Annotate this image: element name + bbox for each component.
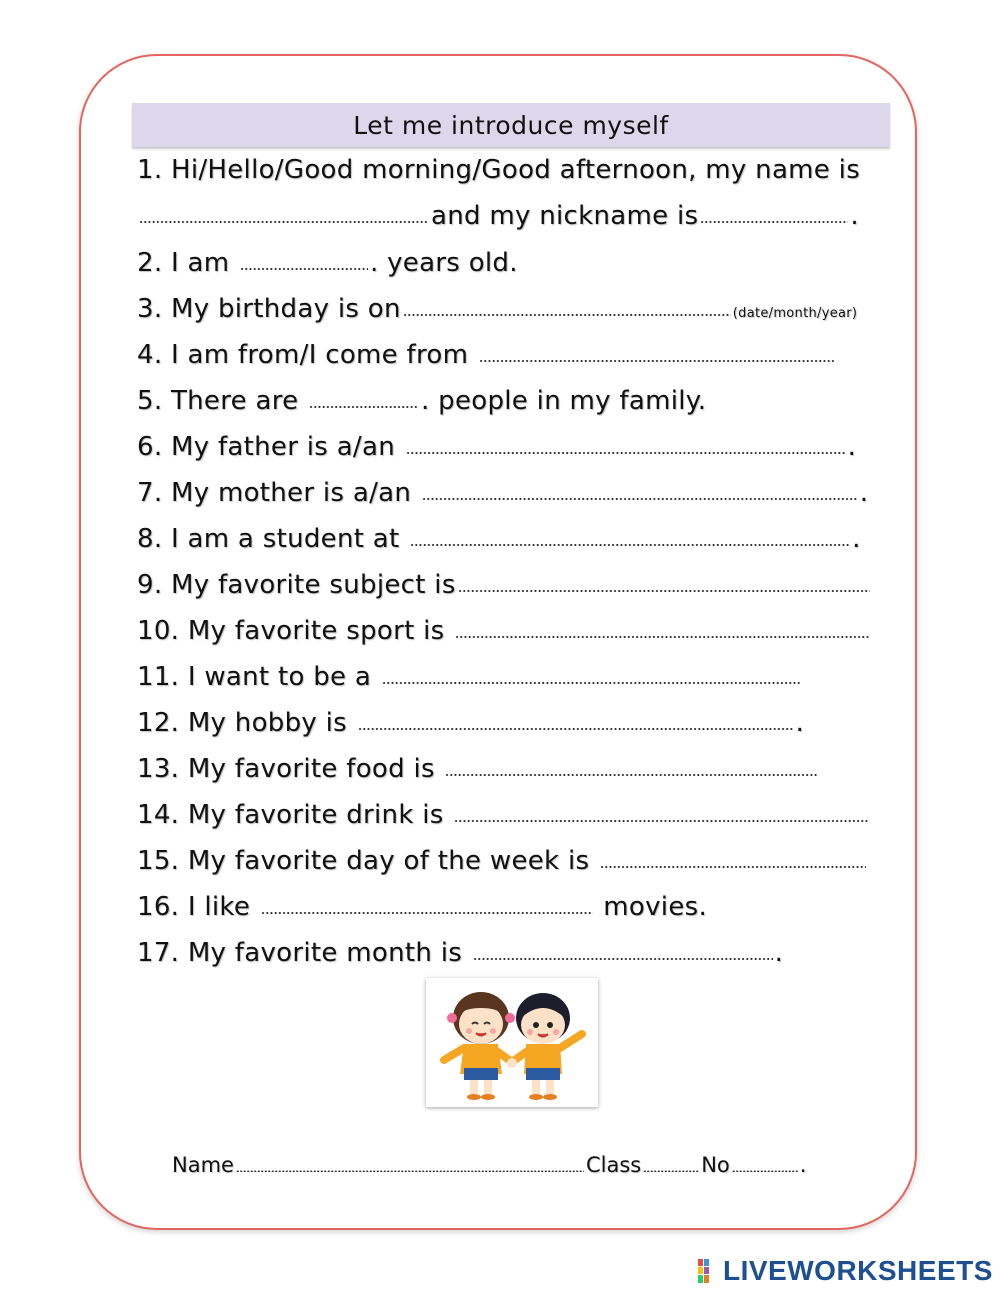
answer-blank[interactable] — [445, 763, 817, 777]
question-line-2: 2. I am . years old. — [137, 248, 518, 278]
answer-blank[interactable] — [455, 625, 869, 639]
question-line-16: 16. I like movies. — [137, 892, 708, 922]
question-line-9 — [137, 570, 872, 600]
answer-blank[interactable] — [240, 257, 368, 271]
answer-blank[interactable] — [458, 579, 870, 593]
question-text: 7. My mother is a/an — [137, 478, 412, 508]
answer-blank[interactable] — [403, 303, 731, 317]
name-label: Name — [172, 1153, 234, 1177]
no-label: No — [701, 1153, 730, 1177]
question-line-1b: and my nickname is . — [137, 201, 859, 231]
question-line-3 — [137, 294, 857, 324]
question-line-17: 17. My favorite month is . — [137, 938, 784, 968]
question-text: 12. My hobby is — [137, 708, 348, 738]
question-text: 6. My father is a/an — [137, 432, 396, 462]
class-label: Class — [585, 1153, 642, 1177]
question-line-4 — [137, 340, 837, 370]
question-text: 5. There are — [137, 386, 299, 416]
kids-holding-hands-icon — [426, 978, 598, 1107]
question-line-15 — [137, 846, 868, 876]
question-text: 14. My favorite drink is — [137, 800, 444, 830]
answer-blank-nickname[interactable] — [700, 210, 848, 224]
answer-blank[interactable] — [479, 349, 835, 363]
question-text: 4. I am from/I come from — [137, 340, 469, 370]
answer-blank[interactable] — [473, 947, 773, 961]
question-text: 9. My favorite subject is — [137, 570, 456, 600]
answer-blank[interactable] — [382, 671, 800, 685]
liveworksheets-logo-icon — [697, 1258, 721, 1284]
answer-blank[interactable] — [422, 487, 858, 501]
date-format-hint: (date/month/year) — [732, 306, 858, 321]
question-line-8: 8. I am a student at . — [137, 524, 861, 554]
liveworksheets-brand — [697, 1255, 993, 1287]
question-line-10 — [137, 616, 871, 646]
question-line-11 — [137, 662, 802, 692]
question-text: and my nickname is — [431, 201, 699, 231]
answer-blank[interactable] — [309, 395, 419, 409]
answer-blank[interactable] — [454, 809, 868, 823]
worksheet-title: Let me introduce myself — [353, 110, 669, 140]
question-text: 2. I am — [137, 248, 230, 278]
answer-blank[interactable] — [406, 441, 846, 455]
answer-blank-name[interactable] — [139, 210, 429, 224]
question-text: 11. I want to be a — [137, 662, 372, 692]
question-line-5: 5. There are . people in my family. — [137, 386, 707, 416]
answer-blank[interactable] — [261, 901, 593, 915]
no-blank[interactable] — [732, 1162, 798, 1172]
answer-blank[interactable] — [410, 533, 850, 547]
question-text: 15. My favorite day of the week is — [137, 846, 590, 876]
question-line-14 — [137, 800, 870, 830]
brand-name: LIVEWORKSHEETS — [723, 1255, 993, 1286]
answer-blank[interactable] — [358, 717, 794, 731]
question-text: 8. I am a student at — [137, 524, 400, 554]
kids-illustration — [426, 978, 598, 1107]
class-blank[interactable] — [643, 1162, 699, 1172]
question-text: 16. I like — [137, 892, 251, 922]
question-line-6: 6. My father is a/an . — [137, 432, 857, 462]
question-text: 3. My birthday is on — [137, 294, 401, 324]
question-line-7: 7. My mother is a/an . — [137, 478, 869, 508]
question-line-12: 12. My hobby is . — [137, 708, 805, 738]
question-text: 17. My favorite month is — [137, 938, 463, 968]
question-text: 13. My favorite food is — [137, 754, 435, 784]
answer-blank[interactable] — [600, 855, 866, 869]
student-info-line: Name Class No . — [172, 1153, 807, 1177]
name-blank[interactable] — [236, 1162, 584, 1172]
question-line-1 — [137, 155, 860, 185]
question-text: 1. Hi/Hello/Good morning/Good afternoon, my name is — [137, 155, 861, 185]
question-text: 10. My favorite sport is — [137, 616, 445, 646]
worksheet-title-bar — [132, 103, 890, 147]
question-line-13 — [137, 754, 819, 784]
